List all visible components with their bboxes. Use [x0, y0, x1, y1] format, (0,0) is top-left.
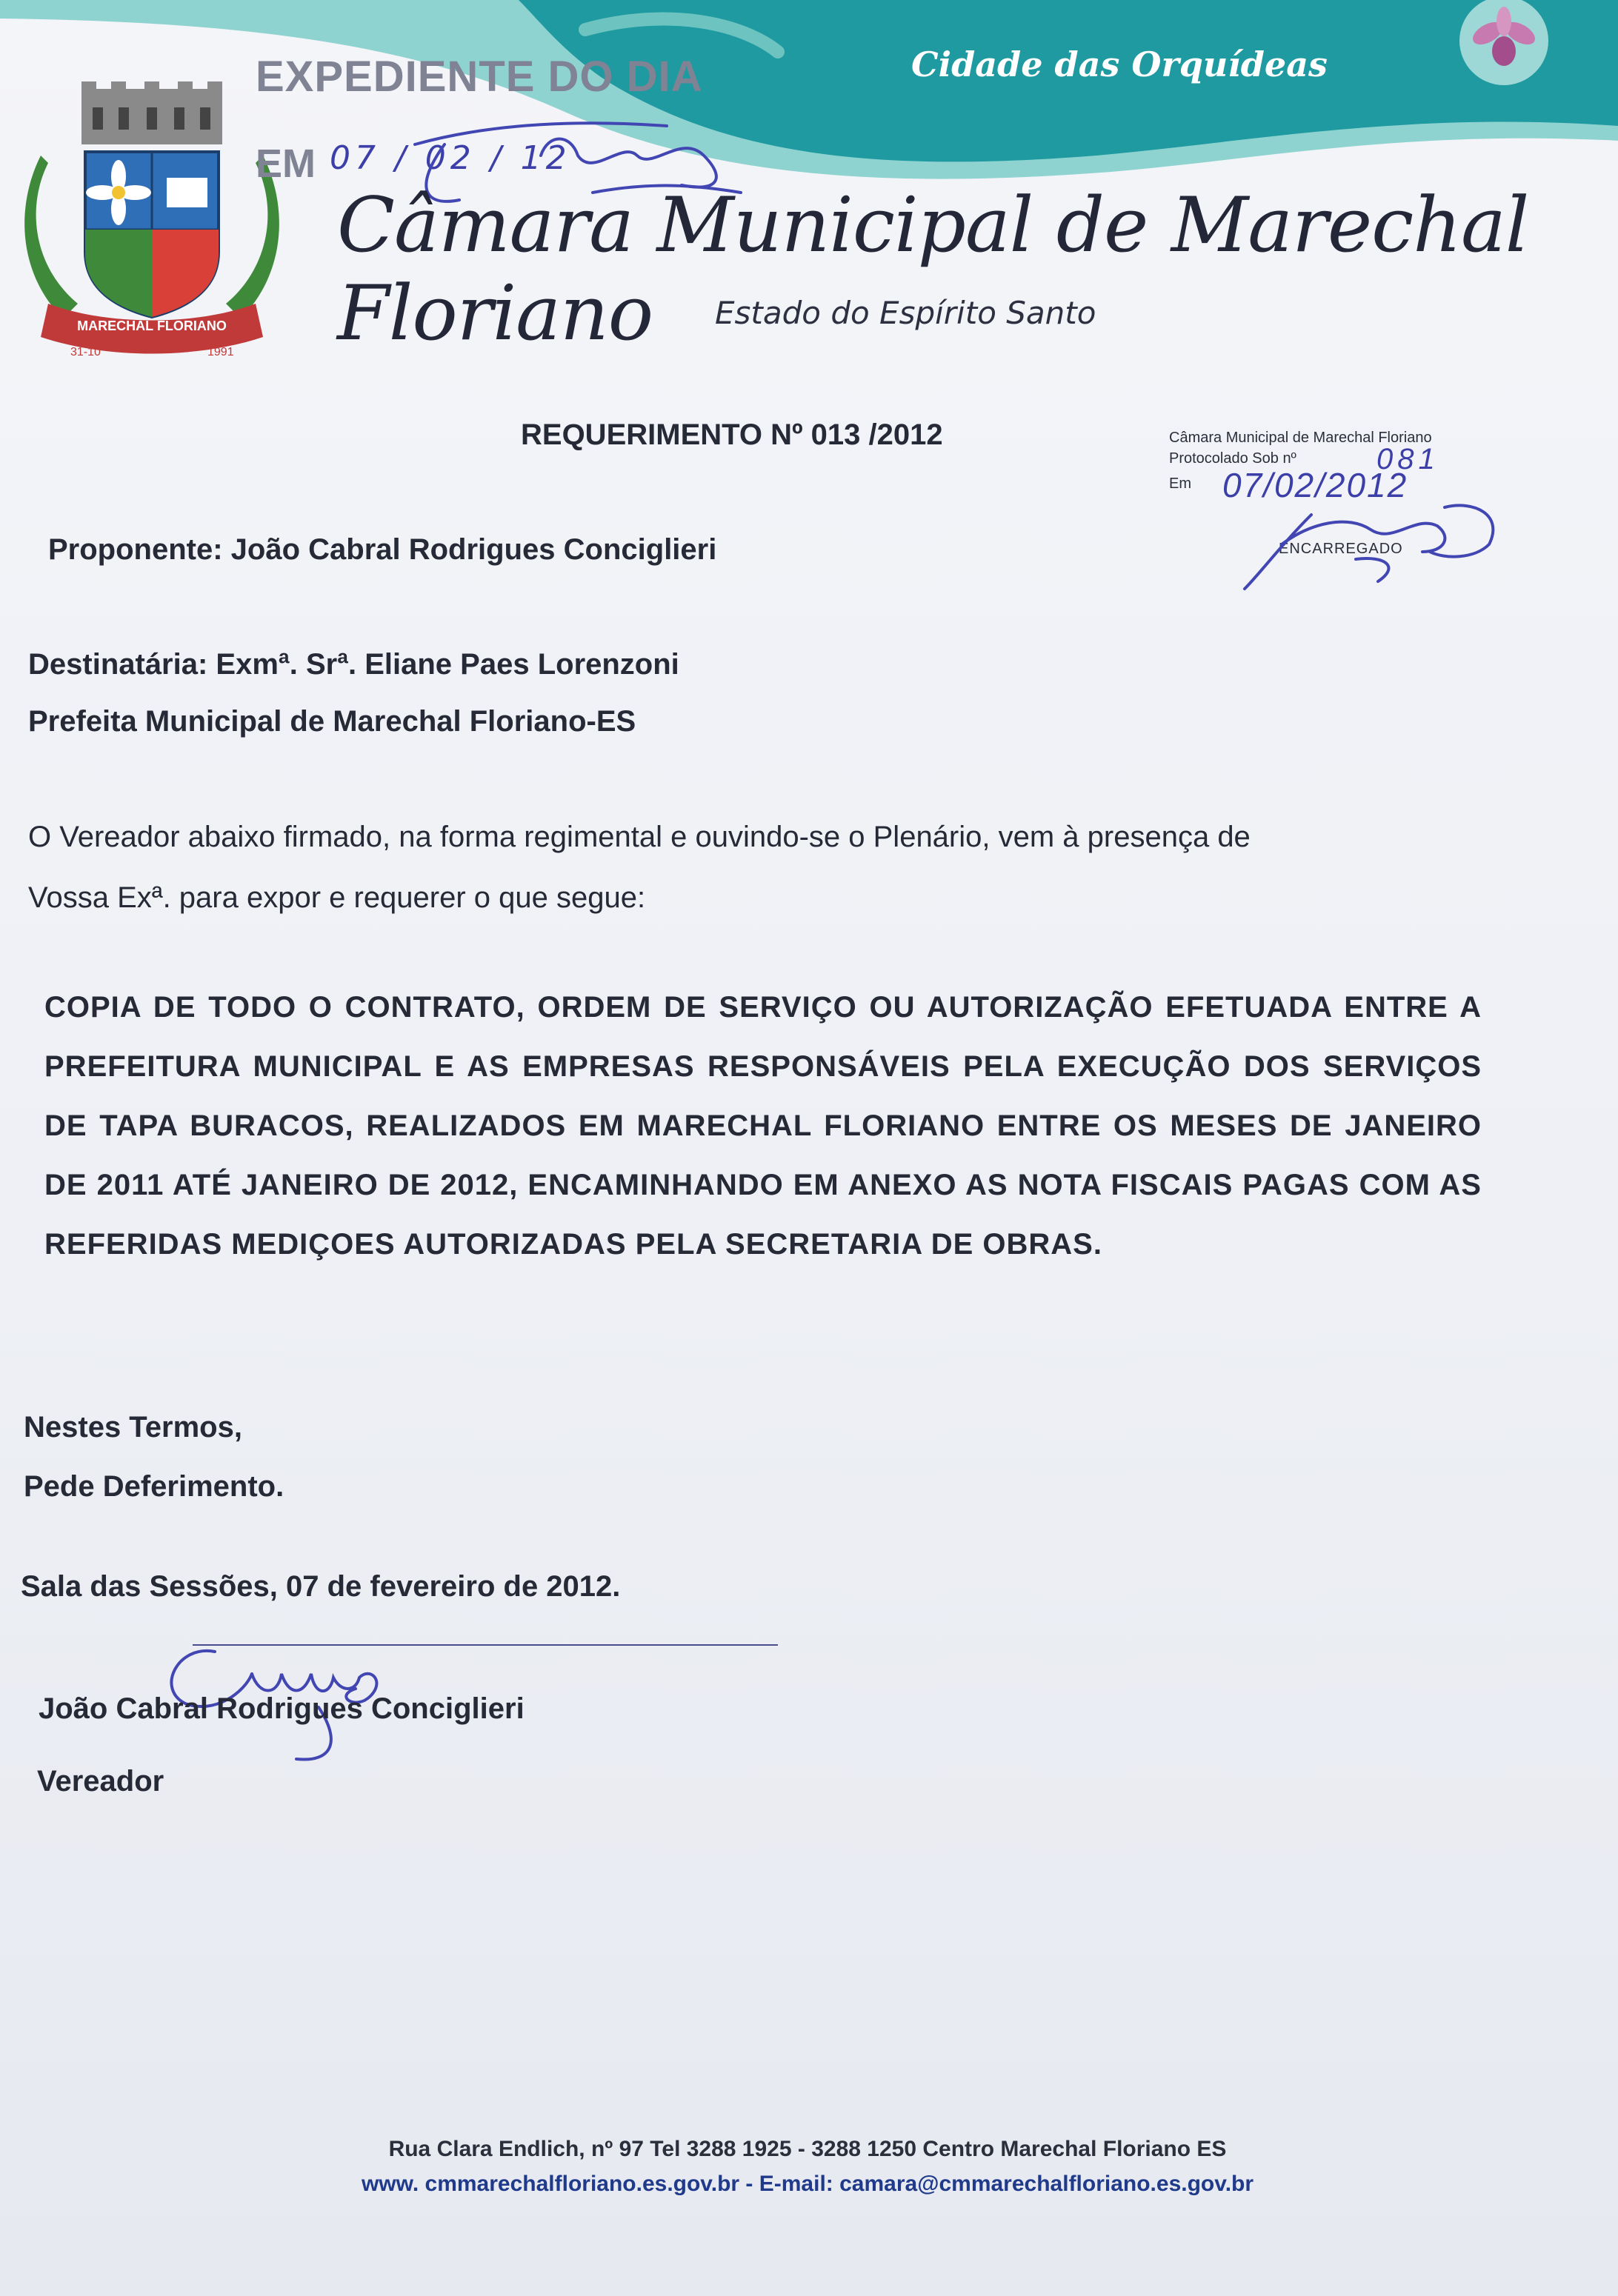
- svg-text:31-10: 31-10: [70, 346, 101, 358]
- request-text: COPIA DE TODO O CONTRATO, ORDEM DE SERVIÇO OU AUTORIZAÇÃO EFETUADA ENTRE A PREFEITURA MUNICIPAL E AS EMPRESAS RESPONSÁVEIS PELA EXECUÇÃO DOS SERVIÇOS DE TAPA BURACOS, REALIZADOS EM MARECHAL FLORIANO ENTRE OS MESES DE JANEIRO DE 2011 ATÉ JANEIRO DE 2012, ENCAMINHANDO EM ANEXO AS NOTA FISCAIS PAGAS COM AS REFERIDAS MEDIÇOES AUTORIZADAS PELA SECRETARIA DE OBRAS.: [44, 991, 1482, 1261]
- protocol-number: 081: [1376, 443, 1439, 475]
- svg-text:MARECHAL FLORIANO: MARECHAL FLORIANO: [77, 318, 227, 333]
- proponent: Proponente: João Cabral Rodrigues Conciglieri: [48, 533, 717, 566]
- recipient: Destinatária: Exmª. Srª. Eliane Paes Lorenzoni: [28, 648, 679, 681]
- closing-request: Pede Deferimento.: [24, 1470, 284, 1503]
- document-title: REQUERIMENTO Nº 013 /2012: [521, 418, 943, 451]
- protocol-date: 07/02/2012: [1222, 466, 1408, 504]
- expediente-label: EXPEDIENTE DO DIA: [256, 53, 703, 101]
- svg-text:1991: 1991: [207, 346, 234, 358]
- intro-line-1: O Vereador abaixo firmado, na forma regimental e ouvindo-se o Plenário, vem à presença de: [28, 821, 1251, 853]
- place-date: Sala das Sessões, 07 de fevereiro de 2012.: [21, 1570, 621, 1603]
- protocol-em-label: Em: [1169, 475, 1191, 492]
- protocol-signature: [1222, 485, 1519, 596]
- footer-address: Rua Clara Endlich, nº 97 Tel 3288 1925 - 3288 1250 Centro Marechal Floriano ES: [388, 2137, 1227, 2161]
- protocol-label: Protocolado Sob nº: [1169, 450, 1296, 467]
- protocol-role: ENCARREGADO: [1279, 541, 1403, 557]
- recipient-title: Prefeita Municipal de Marechal Floriano-ES: [28, 705, 636, 738]
- signer-role: Vereador: [37, 1765, 164, 1798]
- expediente-em-label: EM: [256, 141, 316, 186]
- footer-web-email: www. cmmarechalfloriano.es.gov.br - E-mail: camara@cmmarechalfloriano.es.gov.br: [361, 2172, 1254, 2196]
- institution-name: Câmara Municipal de Marechal Floriano: [337, 181, 1529, 358]
- institution-state: Estado do Espírito Santo: [715, 295, 1096, 331]
- protocol-institution: Câmara Municipal de Marechal Floriano: [1169, 430, 1432, 446]
- closing-terms: Nestes Termos,: [24, 1411, 242, 1444]
- municipal-crest-icon: [19, 81, 285, 370]
- signer-name: João Cabral Rodrigues Conciglieri: [39, 1692, 525, 1725]
- city-tagline: Cidade das Orquídeas: [911, 44, 1328, 84]
- expediente-date: 07 / 02 / 12: [330, 139, 571, 177]
- orchid-icon: [1459, 0, 1548, 85]
- intro-line-2: Vossa Exª. para expor e requerer o que segue:: [28, 881, 646, 914]
